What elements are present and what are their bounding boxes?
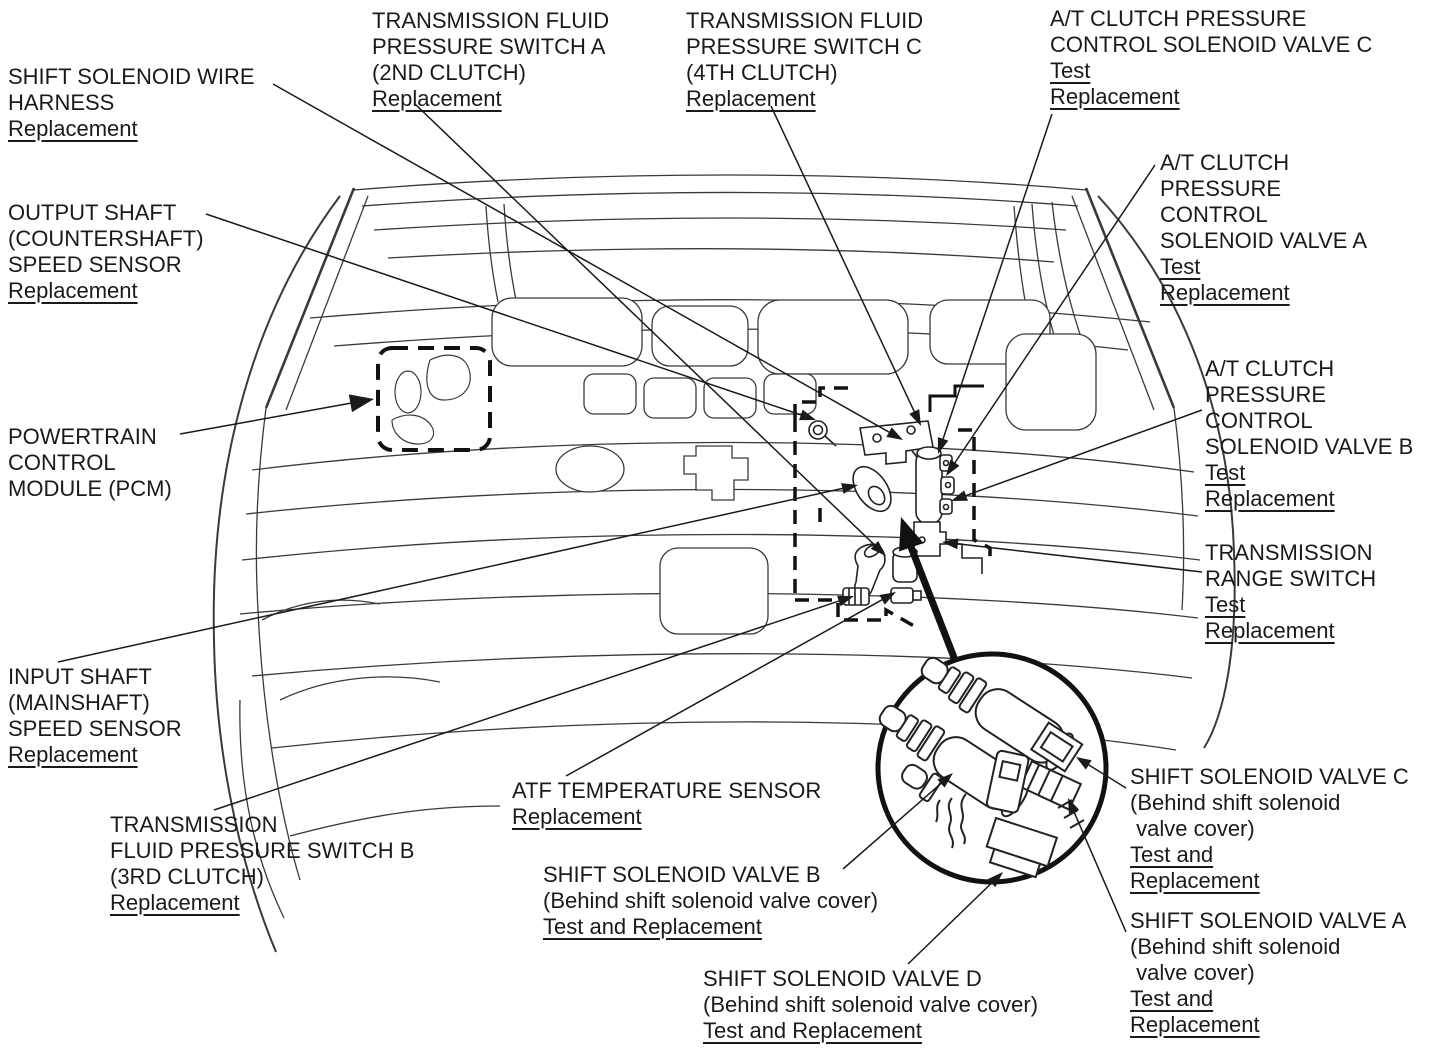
label-shift-solenoid-wire-harness — [8, 64, 255, 142]
label-line: FLUID PRESSURE SWITCH B — [110, 838, 415, 863]
label-line: SHIFT SOLENOID VALVE D — [703, 966, 982, 991]
label-line: Replacement — [686, 86, 816, 111]
label-line: Test — [1205, 592, 1246, 617]
leader-shift-solenoid-valve-d — [908, 872, 1003, 964]
label-line: TRANSMISSION FLUID — [372, 8, 610, 33]
label-line: (MAINSHAFT) — [8, 690, 150, 715]
label-line: OUTPUT SHAFT — [8, 200, 177, 225]
label-line: (Behind shift solenoid — [1130, 934, 1341, 959]
label-line: CONTROL — [1205, 408, 1313, 433]
label-line: SHIFT SOLENOID WIRE — [8, 64, 255, 89]
label-line: PRESSURE SWITCH C — [686, 34, 922, 59]
cover-bracket-line — [946, 544, 982, 574]
output-speed-sensor-glyph — [809, 421, 836, 446]
label-line: Test and Replacement — [543, 914, 762, 939]
label-line: Replacement — [8, 116, 138, 141]
label-line: A/T CLUTCH PRESSURE — [1050, 6, 1307, 31]
label-line: TRANSMISSION FLUID — [686, 8, 924, 33]
label-line: CONTROL — [1160, 202, 1268, 227]
label-line: Replacement — [1160, 280, 1290, 305]
label-shift-solenoid-valve-b — [543, 862, 878, 940]
label-line: Replacement — [1130, 868, 1260, 893]
label-line: A/T CLUTCH — [1160, 150, 1290, 175]
label-line: SOLENOID VALVE B — [1205, 434, 1414, 459]
label-line: Replacement — [1205, 486, 1335, 511]
label-atf-temperature-sensor — [512, 778, 821, 830]
label-line: PRESSURE — [1160, 176, 1282, 201]
label-shift-solenoid-valve-c — [1130, 764, 1409, 894]
label-line: (3RD CLUTCH) — [110, 864, 264, 889]
label-line: (Behind shift solenoid valve cover) — [543, 888, 879, 913]
label-line: Replacement — [1130, 1012, 1260, 1037]
label-line: Replacement — [8, 278, 138, 303]
label-line: Test and — [1130, 986, 1214, 1011]
label-at-clutch-pressure-control-solenoid-valve-a — [1160, 150, 1367, 306]
label-line: TRANSMISSION — [1205, 540, 1373, 565]
label-line: (2ND CLUTCH) — [372, 60, 526, 85]
label-line: HARNESS — [8, 90, 115, 115]
label-transmission-fluid-pressure-switch-a — [372, 8, 609, 112]
label-line: SPEED SENSOR — [8, 716, 182, 741]
label-line: Replacement — [372, 86, 502, 111]
label-line: SHIFT SOLENOID VALVE A — [1130, 908, 1407, 933]
label-output-shaft-countershaft-speed-sensor — [8, 200, 204, 304]
label-line: Test — [1050, 58, 1091, 83]
label-line: ATF TEMPERATURE SENSOR — [512, 778, 822, 803]
label-line: (4TH CLUTCH) — [686, 60, 838, 85]
label-line: (COUNTERSHAFT) — [8, 226, 204, 251]
label-powertrain-control-module-pcm — [8, 424, 172, 502]
label-line: (Behind shift solenoid valve cover) — [703, 992, 1039, 1017]
magnifier-circle-inset — [871, 646, 1106, 882]
pcm-dashed-outline — [378, 348, 490, 450]
input-speed-sensor-glyph — [845, 460, 898, 518]
label-transmission-fluid-pressure-switch-c — [686, 8, 923, 112]
label-line: TRANSMISSION — [110, 812, 278, 837]
label-line: Replacement — [110, 890, 240, 915]
label-line: MODULE (PCM) — [8, 476, 172, 501]
label-line: SPEED SENSOR — [8, 252, 182, 277]
label-line: Replacement — [1205, 618, 1335, 643]
label-line: valve cover) — [1130, 816, 1255, 841]
label-transmission-fluid-pressure-switch-b — [110, 812, 414, 916]
label-line: (Behind shift solenoid — [1130, 790, 1341, 815]
label-input-shaft-mainshaft-speed-sensor — [8, 664, 182, 768]
label-line: RANGE SWITCH — [1205, 566, 1377, 591]
label-line: valve cover) — [1130, 960, 1255, 985]
leader-powertrain-control-module-pcm — [180, 394, 374, 434]
label-line: Test — [1205, 460, 1246, 485]
label-line: INPUT SHAFT — [8, 664, 152, 689]
label-at-clutch-pressure-control-solenoid-valve-b — [1205, 356, 1413, 512]
label-line: A/T CLUTCH — [1205, 356, 1335, 381]
label-line: Test — [1160, 254, 1201, 279]
label-line: PRESSURE — [1205, 382, 1327, 407]
label-line: POWERTRAIN — [8, 424, 157, 449]
label-at-clutch-pressure-control-solenoid-valve-c — [1050, 6, 1372, 110]
label-line: SHIFT SOLENOID VALVE C — [1130, 764, 1409, 789]
label-line: Replacement — [1050, 84, 1180, 109]
label-line: Replacement — [512, 804, 642, 829]
label-line: Replacement — [8, 742, 138, 767]
label-line: CONTROL — [8, 450, 116, 475]
label-line: PRESSURE SWITCH A — [372, 34, 606, 59]
solenoid-cylinder-glyph — [912, 447, 954, 524]
label-shift-solenoid-valve-d — [703, 966, 1038, 1044]
label-line: Test and — [1130, 842, 1214, 867]
label-line: CONTROL SOLENOID VALVE C — [1050, 32, 1373, 57]
label-shift-solenoid-valve-a — [1130, 908, 1406, 1038]
label-transmission-range-switch — [1205, 540, 1376, 644]
label-line: Test and Replacement — [703, 1018, 922, 1043]
label-line: SOLENOID VALVE A — [1160, 228, 1368, 253]
label-line: SHIFT SOLENOID VALVE B — [543, 862, 821, 887]
